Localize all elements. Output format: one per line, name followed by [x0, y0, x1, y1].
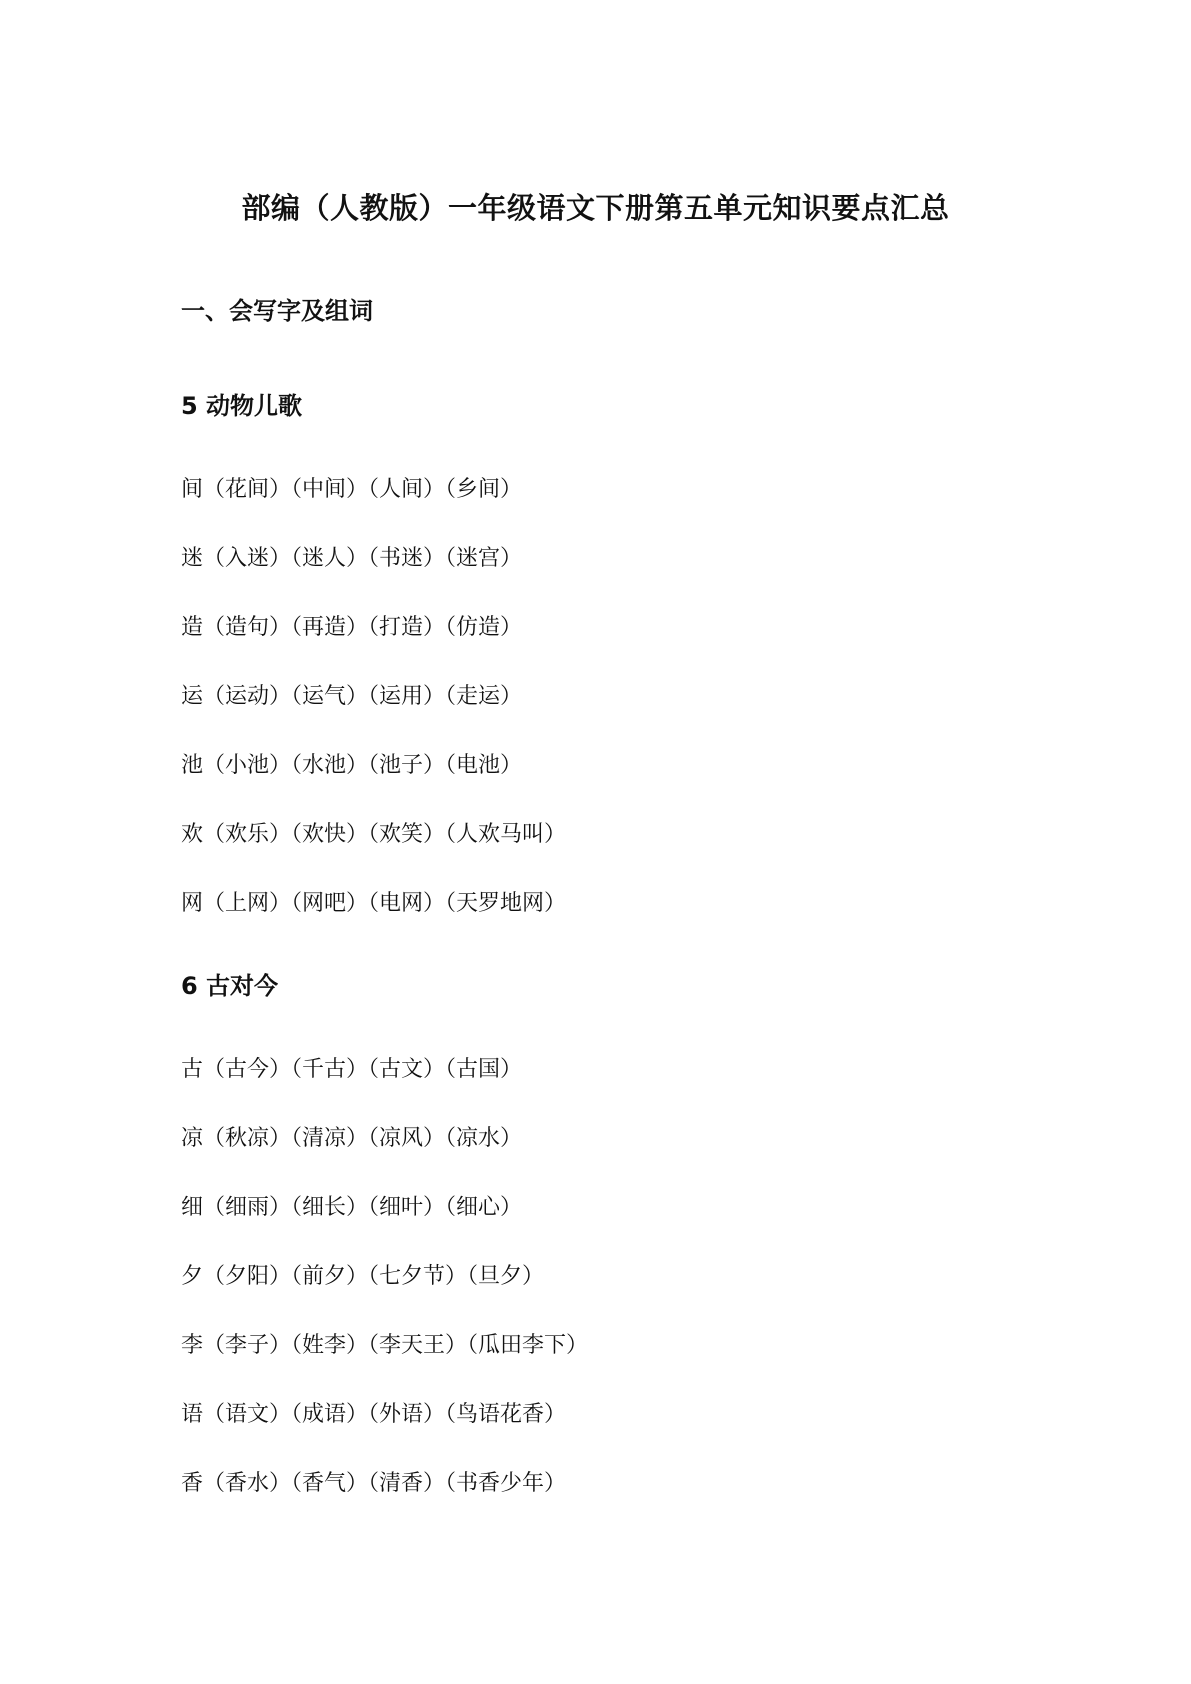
word-group-line: 网（上网）（网吧）（电网）（天罗地网）: [181, 891, 567, 916]
word-group-line: 凉（秋凉）（清凉）（凉风）（凉水）: [181, 1126, 523, 1151]
section-heading: 一、会写字及组词: [181, 297, 373, 325]
word-group-line: 语（语文）（成语）（外语）（鸟语花香）: [181, 1402, 567, 1427]
word-group-line: 香（香水）（香气）（清香）（书香少年）: [181, 1471, 567, 1496]
lesson-heading: 6 古对今: [181, 972, 279, 1000]
word-group-line: 欢（欢乐）（欢快）（欢笑）（人欢马叫）: [181, 822, 567, 847]
word-group-line: 李（李子）（姓李）（李天王）（瓜田李下）: [181, 1333, 589, 1358]
lesson-heading: 5 动物儿歌: [181, 392, 303, 420]
document-title: 部编（人教版）一年级语文下册第五单元知识要点汇总: [241, 191, 950, 225]
word-group-line: 间（花间）（中间）（人间）（乡间）: [181, 477, 523, 502]
word-group-line: 夕（夕阳）（前夕）（七夕节）（旦夕）: [181, 1264, 545, 1289]
word-group-line: 运（运动）（运气）（运用）（走运）: [181, 684, 523, 709]
word-group-line: 迷（入迷）（迷人）（书迷）（迷宫）: [181, 546, 523, 571]
word-group-line: 细（细雨）（细长）（细叶）（细心）: [181, 1195, 523, 1220]
word-group-line: 池（小池）（水池）（池子）（电池）: [181, 753, 523, 778]
word-group-line: 古（古今）（千古）（古文）（古国）: [181, 1057, 523, 1082]
word-group-line: 造（造句）（再造）（打造）（仿造）: [181, 615, 523, 640]
